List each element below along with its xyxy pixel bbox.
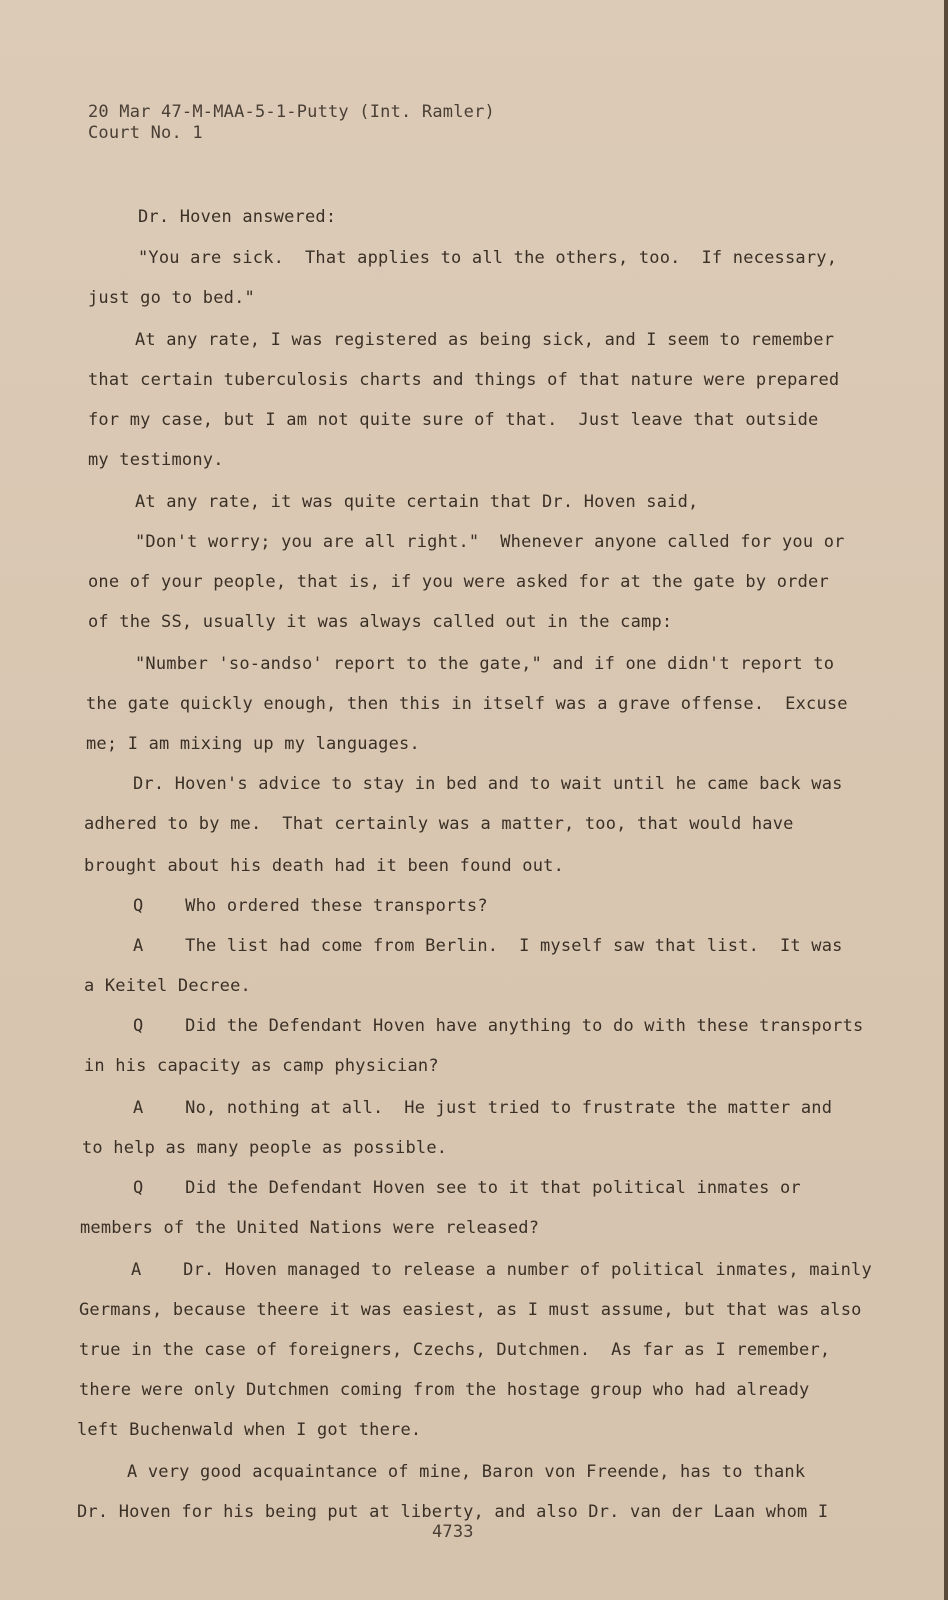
text-line: A very good acquaintance of mine, Baron von Freende, has to thank	[127, 1462, 806, 1482]
text-line: true in the case of foreigners, Czechs, Dutchmen. As far as I remember,	[79, 1340, 831, 1360]
answer-line: A No, nothing at all. He just tried to frustrate the matter and	[133, 1098, 833, 1118]
header-court: Court No. 1	[88, 123, 203, 143]
text-line: for my case, but I am not quite sure of that. Just leave that outside	[88, 410, 819, 430]
answer-line: A Dr. Hoven managed to release a number of political inmates, mainly	[131, 1260, 872, 1280]
text-line: "Don't worry; you are all right." Whenever anyone called for you or	[135, 532, 845, 552]
text-line: adhered to by me. That certainly was a matter, too, that would have	[84, 814, 794, 834]
text-line: left Buchenwald when I got there.	[77, 1420, 422, 1440]
question-line: Q Did the Defendant Hoven see to it that political inmates or	[133, 1178, 801, 1198]
text-line: the gate quickly enough, then this in itself was a grave offense. Excuse	[86, 694, 848, 714]
text-line: "You are sick. That applies to all the others, too. If necessary,	[138, 248, 838, 268]
text-line: that certain tuberculosis charts and things of that nature were prepared	[88, 370, 840, 390]
page-number: 4733	[432, 1522, 474, 1542]
text-line: At any rate, I was registered as being sick, and I seem to remember	[135, 330, 835, 350]
text-line: brought about his death had it been found out.	[84, 856, 565, 876]
text-line: one of your people, that is, if you were asked for at the gate by order	[88, 572, 829, 592]
text-line: my testimony.	[88, 450, 224, 470]
text-line: me; I am mixing up my languages.	[86, 734, 420, 754]
text-line: in his capacity as camp physician?	[84, 1056, 439, 1076]
question-line: Q Who ordered these transports?	[133, 896, 488, 916]
text-line: At any rate, it was quite certain that Dr. Hoven said,	[135, 492, 699, 512]
text-line: Germans, because theere it was easiest, as I must assume, but that was also	[79, 1300, 862, 1320]
header-reference: 20 Mar 47-M-MAA-5-1-Putty (Int. Ramler)	[88, 102, 495, 122]
text-line: Dr. Hoven for his being put at liberty, and also Dr. van der Laan whom I	[77, 1502, 829, 1522]
text-line: Dr. Hoven's advice to stay in bed and to wait until he came back was	[133, 774, 843, 794]
text-line: there were only Dutchmen coming from the hostage group who had already	[79, 1380, 810, 1400]
text-line: Dr. Hoven answered:	[138, 207, 337, 227]
question-line: Q Did the Defendant Hoven have anything to do with these transports	[133, 1016, 864, 1036]
answer-line: A The list had come from Berlin. I myself saw that list. It was	[133, 936, 843, 956]
text-line: just go to bed."	[88, 288, 255, 308]
text-line: of the SS, usually it was always called out in the camp:	[88, 612, 673, 632]
text-line: "Number 'so-andso' report to the gate," and if one didn't report to	[135, 654, 835, 674]
text-line: to help as many people as possible.	[82, 1138, 448, 1158]
text-line: a Keitel Decree.	[84, 976, 251, 996]
text-line: members of the United Nations were released?	[80, 1218, 540, 1238]
